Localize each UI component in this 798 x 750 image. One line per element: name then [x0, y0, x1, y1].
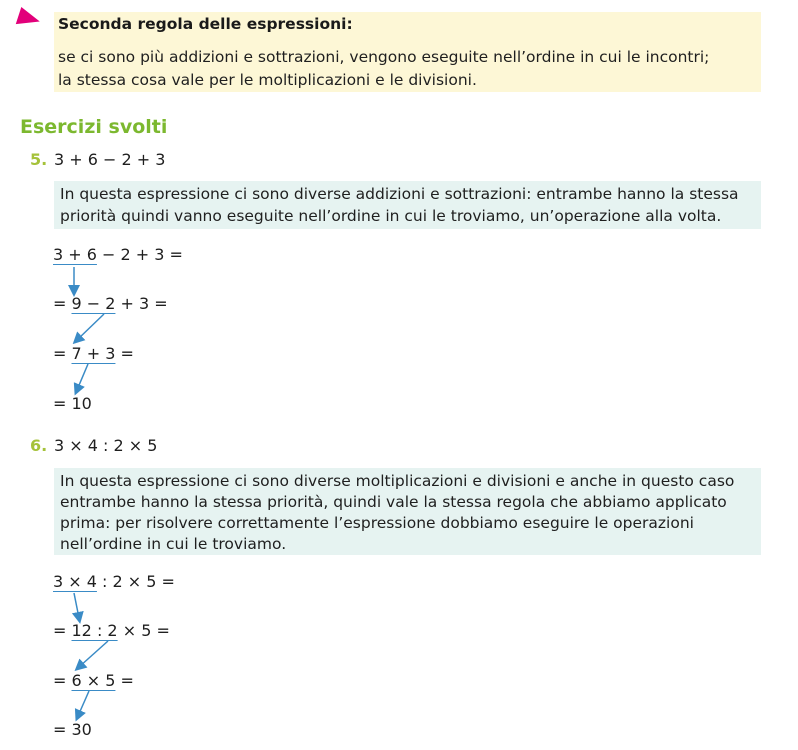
current-operation: 6 × 5 — [71, 671, 116, 690]
arrow-icon — [78, 691, 89, 716]
arrow-icon — [79, 641, 108, 667]
explanation-line: In questa espressione ci sono diverse addizioni e sottrazioni: entrambe hanno la stessa — [60, 185, 739, 203]
solution-step: 3 × 4 : 2 × 5 = — [53, 572, 175, 591]
explanation-line: priorità quindi vanno eseguite nell’ordine in cui le troviamo, un’operazione alla volta. — [60, 207, 722, 225]
current-operation: 9 − 2 — [71, 294, 116, 313]
solution-result: = 30 — [53, 720, 92, 739]
rule-text-line: se ci sono più addizioni e sottrazioni, vengono eseguite nell’ordine in cui le incontri; — [58, 48, 710, 66]
explanation-line: entrambe hanno la stessa priorità, quindi vale la stessa regola che abbiamo applicato — [60, 493, 727, 511]
solution-result: = 10 — [53, 394, 92, 413]
explanation-line: nell’ordine in cui le troviamo. — [60, 535, 287, 553]
explanation-line: In questa espressione ci sono diverse moltiplicazioni e divisioni e anche in questo caso — [60, 472, 735, 490]
current-operation: 7 + 3 — [71, 344, 116, 363]
current-operation: 3 + 6 — [53, 245, 97, 264]
arrow-icon — [77, 314, 104, 340]
solution-step: = 12 : 2 × 5 = — [53, 621, 170, 640]
current-operation: 3 × 4 — [53, 572, 97, 591]
exercise-expression: 3 × 4 : 2 × 5 — [54, 436, 158, 455]
solution-step: 3 + 6 − 2 + 3 = — [53, 245, 183, 264]
solution-step: = 9 − 2 + 3 = — [53, 294, 168, 313]
current-operation: 12 : 2 — [71, 621, 118, 640]
solution-step: = 7 + 3 = — [53, 344, 134, 363]
rule-title: Seconda regola delle espressioni: — [58, 15, 353, 33]
exercise-number: 6. — [30, 436, 48, 455]
arrow-icon — [77, 364, 88, 390]
exercise-expression: 3 + 6 − 2 + 3 — [54, 150, 166, 169]
solution-step: = 6 × 5 = — [53, 671, 134, 690]
exercise-number: 5. — [30, 150, 48, 169]
explanation-line: prima: per risolvere correttamente l’espressione dobbiamo eseguire le operazioni — [60, 514, 694, 532]
section-title: Esercizi svolti — [20, 116, 168, 138]
arrow-icon — [74, 593, 79, 618]
rule-text-line: la stessa cosa vale per le moltiplicazioni e le divisioni. — [58, 71, 477, 89]
